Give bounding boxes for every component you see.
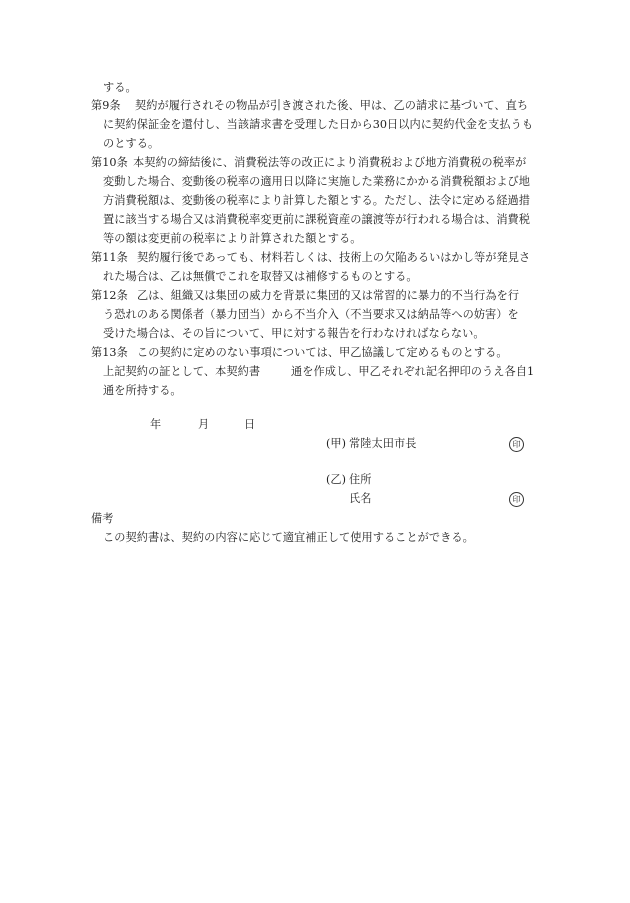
article-12-line-3: 受けた場合は、その旨について、甲に対する報告を行わなければならない。 <box>103 327 485 340</box>
date-year: 年 <box>150 418 162 431</box>
remarks-heading: 備考 <box>91 512 114 525</box>
closing-text-part-2: 通を作成し、甲乙それぞれ記名押印のうえ各自1 <box>291 365 535 378</box>
party-a-name: 常陸太田市長 <box>349 437 417 450</box>
party-b-seal-icon: 印 <box>509 492 524 507</box>
article-11-number: 第11条 <box>91 251 128 264</box>
remarks-text: この契約書は、契約の内容に応じて適宜補正して使用することができる。 <box>103 531 474 544</box>
party-b-address-label: 住所 <box>349 473 372 486</box>
party-a-seal-icon: 印 <box>509 437 524 452</box>
article-12-line-2: う恐れのある関係者（暴力団当）から不当介入（不当要求又は納品等への妨害）を <box>103 308 519 321</box>
party-b-name-label: 氏名 <box>349 492 372 505</box>
article-10-line-2: 変動した場合、変動後の税率の適用日以降に実施した業務にかかる消費税額および地 <box>103 175 531 188</box>
article-11-line-2: れた場合は、乙は無償でこれを取替又は補修するものとする。 <box>103 270 418 283</box>
article-9-line-1: 契約が履行されその物品が引き渡された後、甲は、乙の請求に基づいて、直ち <box>135 99 529 112</box>
article-10-number: 第10条 <box>91 156 128 169</box>
closing-text-part-1: 上記契約の証として、本契約書 <box>103 365 261 378</box>
party-a-label: (甲) <box>326 437 347 450</box>
date-day: 日 <box>244 418 256 431</box>
party-b-label: (乙) <box>326 473 347 486</box>
closing-text-line-2: 通を所持する。 <box>103 384 182 397</box>
article-10-line-1: 本契約の締結後に、消費税法等の改正により消費税および地方消費税の税率が <box>133 156 527 169</box>
article-11-line-1: 契約履行後であっても、材料若しくは、技術上の欠陥あるいはかし等が発見さ <box>137 251 531 264</box>
article-12-number: 第12条 <box>91 289 128 302</box>
article-9-line-2: に契約保証金を還付し、当該請求書を受理した日から30日以内に契約代金を支払うも <box>103 118 534 131</box>
continuation-text: する。 <box>103 81 137 94</box>
article-10-line-3: 方消費税額は、変動後の税率により計算した額とする。ただし、法令に定める経過措 <box>103 194 531 207</box>
article-13-line-1: この契約に定めのない事項については、甲乙協議して定めるものとする。 <box>137 346 508 359</box>
article-13-number: 第13条 <box>91 346 128 359</box>
article-9-number: 第9条 <box>91 99 121 112</box>
article-10-line-4: 置に該当する場合又は消費税率変更前に課税資産の譲渡等が行われる場合は、消費税 <box>103 213 531 226</box>
article-9-line-3: のとする。 <box>103 137 160 150</box>
date-month: 月 <box>198 418 210 431</box>
article-12-line-1: 乙は、組織又は集団の威力を背景に集団的又は常習的に暴力的不当行為を行 <box>137 289 520 302</box>
article-10-line-5: 等の額は変更前の税率により計算された額とする。 <box>103 232 362 245</box>
